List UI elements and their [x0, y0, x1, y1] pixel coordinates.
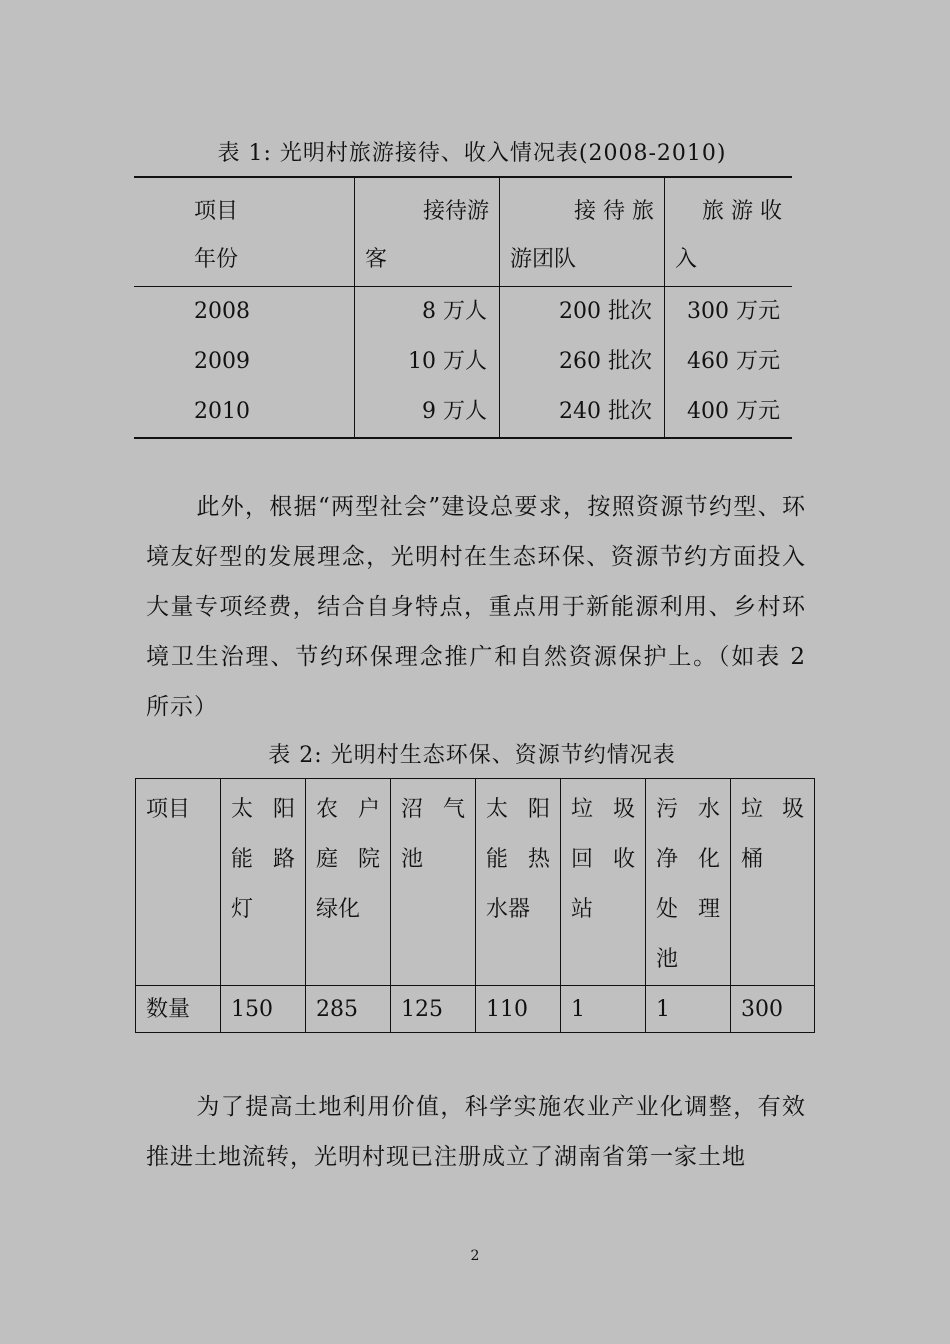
- value-cell: 110: [476, 986, 561, 1033]
- header-text: 处 理: [656, 897, 720, 922]
- header-text: 水器: [486, 897, 531, 922]
- value-cell: 125: [391, 986, 476, 1033]
- header-cell: [500, 177, 665, 287]
- header-text: 垃 圾: [741, 797, 804, 822]
- header-text: 太 阳: [231, 797, 295, 822]
- header-text: 污 水: [656, 797, 720, 822]
- header-text: 回 收: [571, 847, 635, 872]
- body-paragraph: [146, 1082, 806, 1182]
- paragraph-text: 此外，根据“两型社会”建设总要求，按照资源节约型、环境友好型的发展理念，光明村在生态环保、资源节约方面投入大量专项经费，结合自身特点，重点用于新能源利用、乡村环境卫生治理、节约环保理念推广和自然资源保护上。（如表 2 所示）: [146, 494, 806, 720]
- table-row: [134, 387, 792, 438]
- table-header-row: [134, 177, 792, 287]
- header-text: 绿化: [316, 897, 361, 922]
- header-text: 池: [401, 847, 424, 872]
- header-text: 站: [571, 897, 594, 922]
- header-cell: [136, 779, 221, 986]
- header-text: 能 热: [486, 847, 550, 872]
- table-row: [134, 337, 792, 387]
- header-text: 沼 气: [401, 797, 465, 822]
- header-cell: [665, 177, 793, 287]
- header-text: 池: [656, 947, 679, 972]
- header-text: 桶: [741, 847, 764, 872]
- value-cell: 300: [731, 986, 815, 1033]
- eco-table: [135, 778, 815, 1033]
- header-text: 能 路: [231, 847, 295, 872]
- year-cell: 2010: [134, 387, 355, 438]
- header-text: 灯: [231, 897, 254, 922]
- header-text: 净 化: [656, 847, 720, 872]
- paragraph-text: 为了提高土地利用价值，科学实施农业产业化调整，有效推进土地流转，光明村现已注册成立了湖南省第一家土地: [146, 1094, 806, 1170]
- header-cell: [646, 779, 731, 986]
- table2-caption: 表 2: 光明村生态环保、资源节约情况表: [268, 743, 676, 768]
- header-text: 垃 圾: [571, 797, 635, 822]
- table-row: [134, 287, 792, 338]
- header-text: 旅 游 收: [702, 199, 782, 224]
- value-cell: 285: [306, 986, 391, 1033]
- header-text: 游团队: [510, 247, 577, 272]
- value-cell: 1: [561, 986, 646, 1033]
- header-text: 农 户: [316, 797, 380, 822]
- groups-cell: 260 批次: [500, 337, 665, 387]
- header-text: 项目: [146, 797, 191, 822]
- groups-cell: 200 批次: [500, 287, 665, 338]
- body-paragraph: [146, 482, 806, 732]
- header-text: 接待游: [422, 199, 489, 224]
- groups-cell: 240 批次: [500, 387, 665, 438]
- header-text: 庭 院: [316, 847, 380, 872]
- header-text: 年份: [194, 247, 239, 272]
- header-text: 太 阳: [486, 797, 550, 822]
- header-cell: [731, 779, 815, 986]
- header-text: 接 待 旅: [574, 199, 654, 224]
- table-row: [136, 986, 815, 1033]
- value-cell: 数量: [136, 986, 221, 1033]
- visitors-cell: 9 万人: [355, 387, 500, 438]
- header-cell: [134, 177, 355, 287]
- header-text: 入: [675, 247, 698, 272]
- tourism-table: [134, 176, 792, 439]
- table-header-row: [136, 779, 815, 986]
- visitors-cell: 10 万人: [355, 337, 500, 387]
- header-cell: [355, 177, 500, 287]
- header-text: 客: [365, 247, 388, 272]
- header-text: 项目: [194, 199, 239, 224]
- value-cell: 150: [221, 986, 306, 1033]
- header-cell: [561, 779, 646, 986]
- value-cell: 1: [646, 986, 731, 1033]
- income-cell: 300 万元: [687, 299, 780, 324]
- header-cell: [221, 779, 306, 986]
- header-cell: [476, 779, 561, 986]
- table1-caption: 表 1: 光明村旅游接待、收入情况表(2008-2010): [217, 141, 727, 166]
- income-cell: 460 万元: [687, 349, 780, 374]
- header-cell: [391, 779, 476, 986]
- visitors-cell: 8 万人: [355, 287, 500, 338]
- year-cell: 2009: [134, 337, 355, 387]
- income-cell: 400 万元: [687, 399, 780, 424]
- page-number: 2: [470, 1248, 480, 1264]
- header-cell: [306, 779, 391, 986]
- year-cell: 2008: [134, 287, 355, 338]
